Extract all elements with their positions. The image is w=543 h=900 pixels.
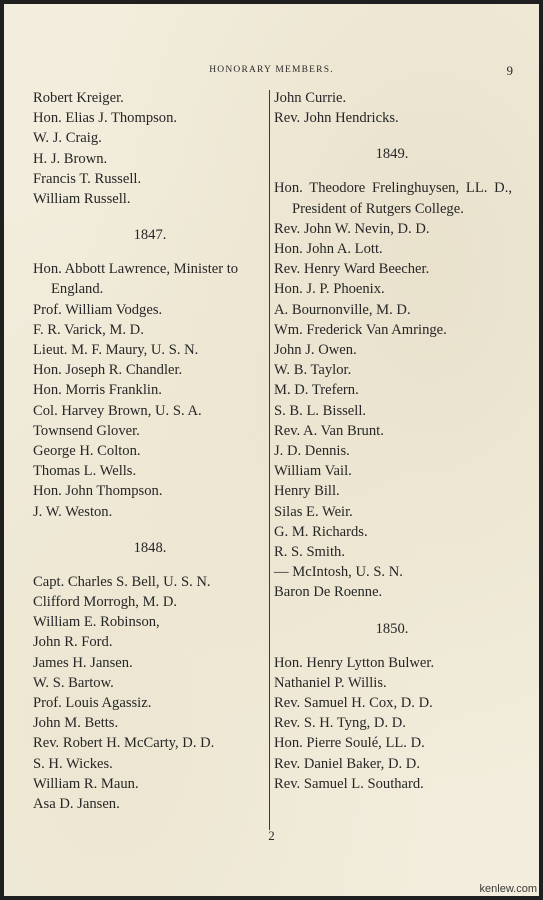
column-divider — [269, 90, 270, 830]
member-entry: John R. Ford. — [33, 634, 113, 651]
member-entry: Hon. J. P. Phoenix. — [274, 281, 385, 298]
member-entry: Hon. Elias J. Thompson. — [33, 110, 178, 127]
member-entry: S. B. L. Bissell. — [274, 402, 367, 419]
member-entry: Asa D. Jansen. — [33, 796, 120, 813]
member-entry: Nathaniel P. Willis. — [274, 674, 387, 691]
right-initial-list — [272, 88, 512, 128]
member-entry: W. S. Bartow. — [33, 674, 114, 691]
member-entry: Hon. Theodore Frelinghuysen, LL. D., President of Rutgers College. — [274, 180, 512, 217]
member-entry: James H. Jansen. — [33, 654, 133, 671]
member-entry: Rev. S. H. Tyng, D. D. — [274, 715, 406, 732]
left-column — [31, 88, 269, 814]
section-1849-list — [272, 178, 512, 602]
member-entry: G. M. Richards. — [274, 523, 368, 540]
book-page — [4, 4, 539, 896]
member-entry: H. J. Brown. — [33, 150, 108, 167]
member-entry: A. Bournonville, M. D. — [274, 301, 411, 318]
member-entry: Robert Kreiger. — [33, 90, 124, 106]
member-entry: Hon. Henry Lytton Bulwer. — [274, 654, 435, 671]
running-header — [4, 64, 539, 80]
right-column — [272, 88, 512, 794]
member-entry: Silas E. Weir. — [274, 503, 353, 520]
year-heading-1849: 1849. — [375, 146, 409, 163]
member-entry: W. B. Taylor. — [274, 362, 352, 379]
member-entry: Clifford Morrogh, M. D. — [33, 594, 178, 611]
member-entry: William R. Maun. — [33, 775, 139, 792]
watermark-text: kenlew.com — [479, 883, 537, 895]
member-entry: William Vail. — [274, 463, 352, 480]
member-entry: John J. Owen. — [274, 342, 357, 359]
member-entry: Hon. Morris Franklin. — [33, 382, 162, 399]
running-title: HONORARY MEMBERS. — [209, 65, 334, 75]
member-entry: Rev. Samuel H. Cox, D. D. — [274, 695, 433, 712]
member-entry: William Russell. — [33, 191, 131, 208]
member-entry: Baron De Roenne. — [274, 584, 383, 601]
member-entry: Capt. Charles S. Bell, U. S. N. — [33, 573, 211, 590]
page-number: 9 — [506, 63, 513, 78]
member-entry: Rev. Henry Ward Beecher. — [274, 261, 430, 278]
signature-mark: 2 — [268, 828, 275, 843]
year-heading-1848: 1848. — [133, 539, 167, 556]
member-entry: John M. Betts. — [33, 715, 119, 732]
member-entry: Thomas L. Wells. — [33, 463, 137, 480]
member-entry: M. D. Trefern. — [274, 382, 359, 399]
member-entry: George H. Colton. — [33, 443, 141, 460]
section-1847-list — [31, 259, 269, 522]
member-entry: Lieut. M. F. Maury, U. S. N. — [33, 342, 199, 359]
member-entry: Col. Harvey Brown, U. S. A. — [33, 402, 202, 419]
member-entry: Hon. Pierre Soulé, LL. D. — [274, 735, 425, 752]
member-entry: J. W. Weston. — [33, 503, 113, 520]
member-entry: — McIntosh, U. S. N. — [274, 564, 403, 581]
year-heading-1850: 1850. — [375, 620, 409, 637]
member-entry: John Currie. — [274, 90, 347, 106]
member-entry: W. J. Craig. — [33, 130, 102, 147]
member-entry: Prof. William Vodges. — [33, 301, 163, 318]
member-entry: Wm. Frederick Van Amringe. — [274, 321, 447, 338]
section-1848-list — [31, 572, 269, 814]
member-entry: William E. Robinson, — [33, 614, 160, 631]
member-entry: S. H. Wickes. — [33, 755, 113, 772]
member-entry: Hon. John A. Lott. — [274, 241, 383, 258]
member-entry: Henry Bill. — [274, 483, 340, 500]
member-entry: Hon. Abbott Lawrence, Minister to England. — [33, 261, 239, 298]
member-entry: F. R. Varick, M. D. — [33, 321, 144, 338]
member-entry: R. S. Smith. — [274, 544, 345, 561]
member-entry: Francis T. Russell. — [33, 170, 142, 187]
member-entry: Hon. John Thompson. — [33, 483, 163, 500]
member-entry: Rev. Samuel L. Southard. — [274, 775, 424, 792]
member-entry: Rev. John Hendricks. — [274, 110, 399, 127]
member-entry: Townsend Glover. — [33, 422, 140, 439]
member-entry: Rev. Daniel Baker, D. D. — [274, 755, 420, 772]
member-entry: Prof. Louis Agassiz. — [33, 695, 152, 712]
member-entry: Hon. Joseph R. Chandler. — [33, 362, 183, 379]
member-entry: J. D. Dennis. — [274, 443, 350, 460]
member-entry: Rev. A. Van Brunt. — [274, 422, 384, 439]
left-initial-list — [31, 88, 269, 209]
member-entry: Rev. John W. Nevin, D. D. — [274, 220, 430, 237]
section-1850-list — [272, 653, 512, 794]
member-entry: Rev. Robert H. McCarty, D. D. — [33, 735, 215, 752]
year-heading-1847: 1847. — [133, 227, 167, 244]
